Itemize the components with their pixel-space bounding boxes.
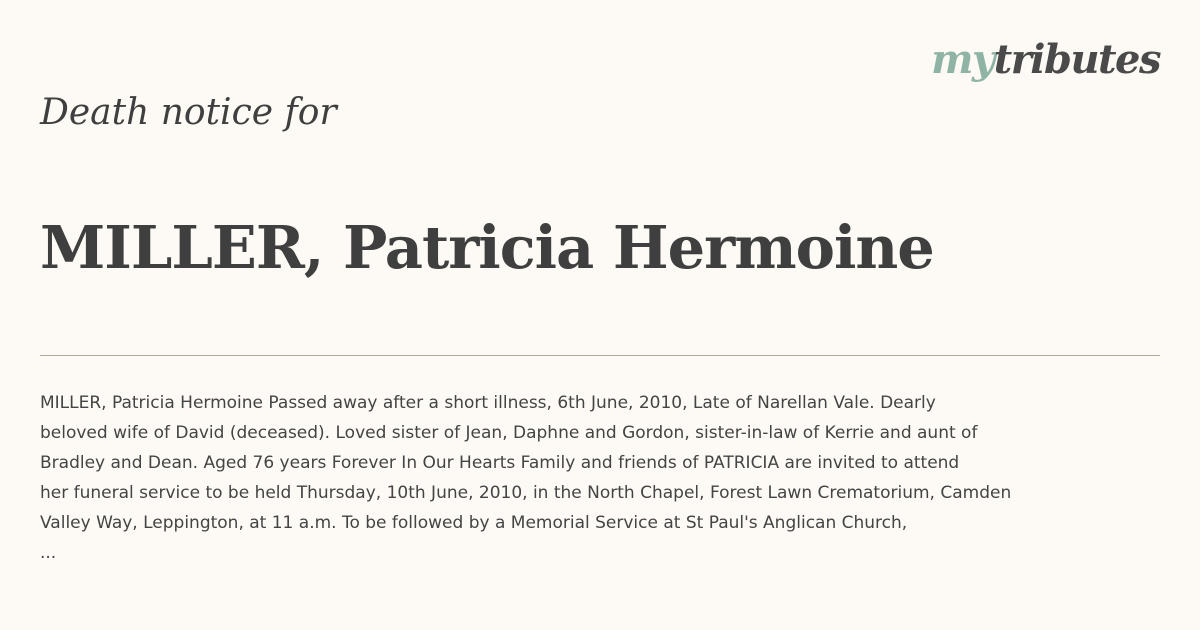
notice-body <box>40 388 1160 568</box>
deceased-name: MILLER, Patricia Hermoine <box>40 213 934 282</box>
mytributes-logo[interactable] <box>931 34 1160 86</box>
notice-body-line: Valley Way, Leppington, at 11 a.m. To be followed by a Memorial Service at St Paul's Anglican Church, <box>40 513 908 533</box>
notice-body-line: her funeral service to be held Thursday, 10th June, 2010, in the North Chapel, Forest Lawn Crematorium, Camden <box>40 483 1012 503</box>
divider <box>40 355 1160 356</box>
notice-body-line: MILLER, Patricia Hermoine Passed away after a short illness, 6th June, 2010, Late of Narellan Vale. Dearly <box>40 393 936 413</box>
logo-my-text: my <box>931 36 994 83</box>
notice-body-line: beloved wife of David (deceased). Loved sister of Jean, Daphne and Gordon, sister-in-law of Kerrie and aunt of <box>40 423 978 443</box>
notice-intro: Death notice for <box>40 92 337 133</box>
notice-body-ellipsis: ... <box>40 543 57 563</box>
logo-tributes-text: tributes <box>993 36 1160 83</box>
notice-body-line: Bradley and Dean. Aged 76 years Forever In Our Hearts Family and friends of PATRICIA are invited to attend <box>40 453 960 473</box>
